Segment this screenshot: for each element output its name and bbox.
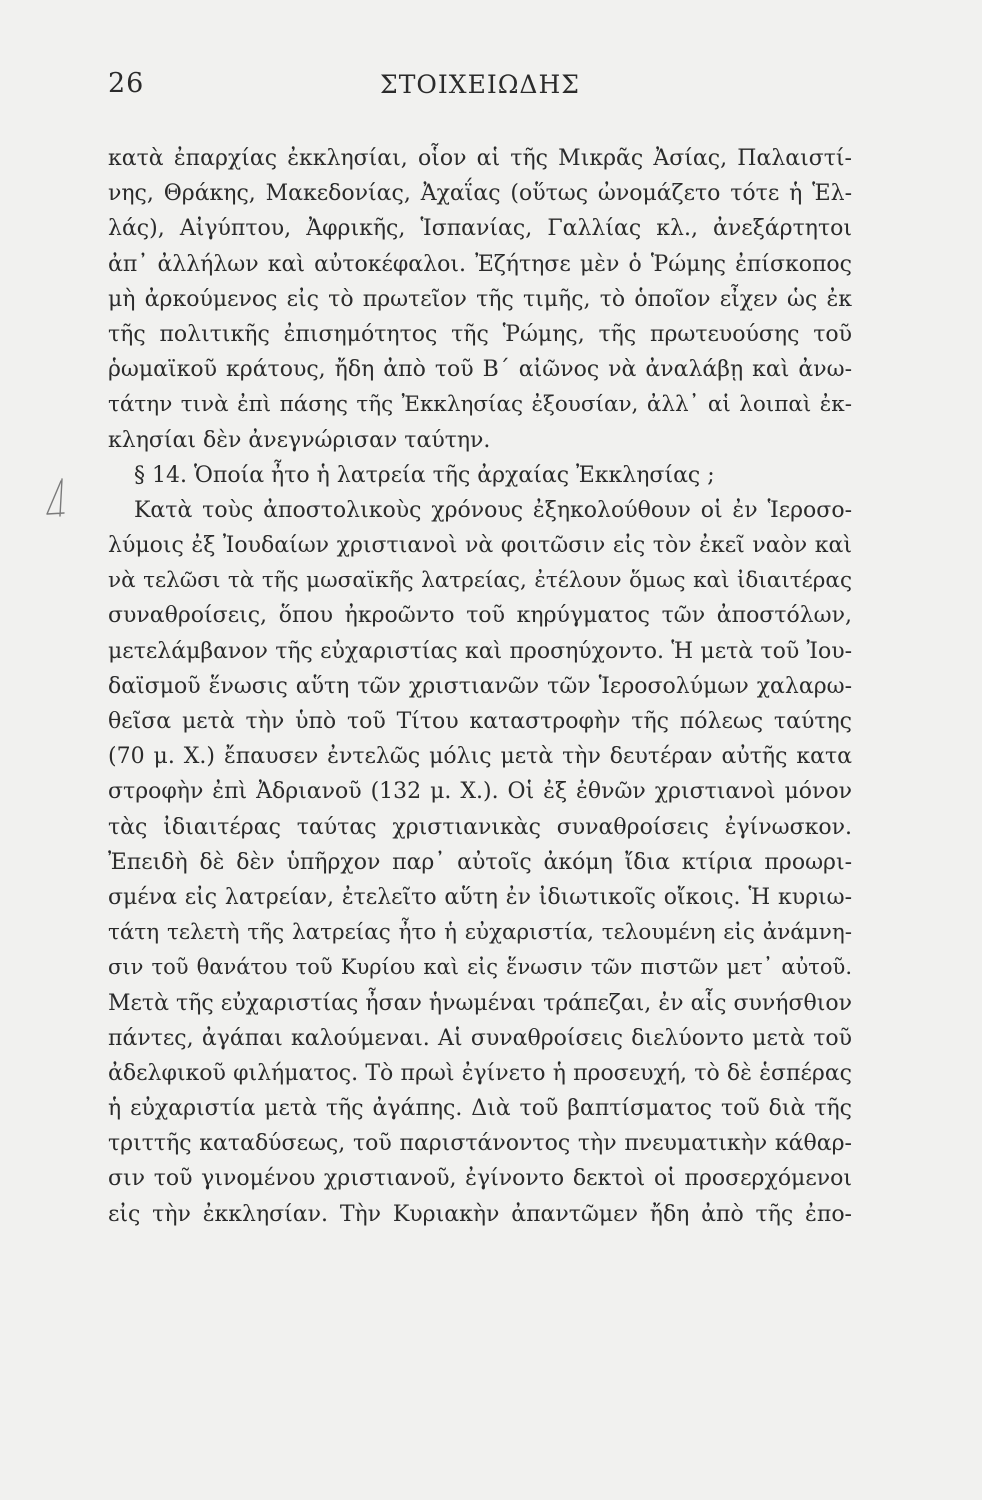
text-line: τριττῆς καταδύσεως, τοῦ παριστάνοντος τὴν πνευματικὴν κάθαρ- xyxy=(108,1131,852,1157)
text-line: κατὰ ἐπαρχίας ἐκκλησίαι, οἷον αἱ τῆς Μικρᾶς Ἀσίας, Παλαιστί- xyxy=(108,146,852,171)
text-line: λάς), Αἰγύπτου, Ἀφρικῆς, Ἱσπανίας, Γαλλίας κλ., ἀνεξάρτητοι xyxy=(108,216,852,242)
text-line: νὰ τελῶσι τὰ τῆς μωσαϊκῆς λατρείας, ἐτέλουν ὅμως καὶ ἰδιαιτέρας xyxy=(108,568,852,594)
text-line: μετελάμβανον τῆς εὐχαριστίας καὶ προσηύχοντο. Ἡ μετὰ τοῦ Ἰου- xyxy=(108,638,852,664)
section-heading: § 14. Ὁποία ἦτο ἡ λατρεία τῆς ἀρχαίας Ἐκκλησίας ; xyxy=(134,462,715,488)
text-line: ἀπ᾽ ἀλλήλων καὶ αὐτοκέφαλοι. Ἐζήτησε μὲν ὁ Ῥώμης ἐπίσκοπος xyxy=(108,251,852,277)
text-line: εἰς τὴν ἐκκλησίαν. Τὴν Κυριακὴν ἀπαντῶμεν ἤδη ἀπὸ τῆς ἐπο- xyxy=(108,1201,852,1227)
text-line: ῥωμαϊκοῦ κράτους, ἤδη ἀπὸ τοῦ Β΄ αἰῶνος νὰ ἀναλάβῃ καὶ ἀνω- xyxy=(108,357,852,383)
text-line: Μετὰ τῆς εὐχαριστίας ἦσαν ἡνωμέναι τράπεζαι, ἐν αἷς συνήσθιον xyxy=(108,990,852,1016)
text-line: θεῖσα μετὰ τὴν ὑπὸ τοῦ Τίτου καταστροφὴν τῆς πόλεως ταύτης xyxy=(108,709,852,734)
text-line: πάντες, ἀγάπαι καλούμεναι. Αἱ συναθροίσεις διελύοντο μετὰ τοῦ xyxy=(108,1025,852,1051)
text-line: μὴ ἀρκούμενος εἰς τὸ πρωτεῖον τῆς τιμῆς, τὸ ὁποῖον εἶχεν ὡς ἐκ xyxy=(108,286,852,312)
text-line: (70 μ. Χ.) ἔπαυσεν ἐντελῶς μόλις μετὰ τὴν δευτέραν αὐτῆς κατα xyxy=(108,744,852,770)
text-line: συναθροίσεις, ὅπου ἠκροῶντο τοῦ κηρύγματος τῶν ἀποστόλων, xyxy=(108,603,852,629)
text-line: Κατὰ τοὺς ἀποστολικοὺς χρόνους ἐξηκολούθουν οἱ ἐν Ἱεροσο- xyxy=(134,497,852,523)
text-line: ἀδελφικοῦ φιλήματος. Τὸ πρωὶ ἐγίνετο ἡ προσευχή, τὸ δὲ ἑσπέρας xyxy=(108,1060,852,1086)
page-number: 26 xyxy=(108,68,145,99)
text-line: δαϊσμοῦ ἕνωσις αὕτη τῶν χριστιανῶν τῶν Ἱεροσολύμων χαλαρω- xyxy=(108,673,852,699)
body-text xyxy=(108,141,852,1232)
text-line: τὰς ἰδιαιτέρας ταύτας χριστιανικὰς συναθροίσεις ἐγίνωσκον. xyxy=(108,814,852,840)
text-line: σμένα εἰς λατρείαν, ἐτελεῖτο αὕτη ἐν ἰδιωτικοῖς οἴκοις. Ἡ κυριω- xyxy=(108,884,852,910)
text-line: ἡ εὐχαριστία μετὰ τῆς ἀγάπης. Διὰ τοῦ βαπτίσματος τοῦ διὰ τῆς xyxy=(108,1096,852,1122)
text-line: τάτη τελετὴ τῆς λατρείας ἦτο ἡ εὐχαριστία, τελουμένη εἰς ἀνάμνη- xyxy=(108,920,852,946)
text-line: στροφὴν ἐπὶ Ἀδριανοῦ (132 μ. Χ.). Οἱ ἐξ ἐθνῶν χριστιανοὶ μόνον xyxy=(108,779,852,805)
text-line: κλησίαι δὲν ἀνεγνώρισαν ταύτην. xyxy=(108,427,491,453)
text-line: Ἐπειδὴ δὲ δὲν ὑπῆρχον παρ᾽ αὐτοῖς ἀκόμη ἴδια κτίρια προωρι- xyxy=(108,849,852,875)
text-line: σιν τοῦ γινομένου χριστιανοῦ, ἐγίνοντο δεκτοὶ οἱ προσερχόμενοι xyxy=(108,1166,852,1192)
page-header xyxy=(108,68,852,108)
text-line: τῆς πολιτικῆς ἐπισημότητος τῆς Ῥώμης, τῆς πρωτευούσης τοῦ xyxy=(108,321,852,347)
text-line: λύμοις ἐξ Ἰουδαίων χριστιανοὶ νὰ φοιτῶσιν εἰς τὸν ἐκεῖ ναὸν καὶ xyxy=(108,533,852,559)
handwritten-delta-mark xyxy=(44,476,72,520)
text-line: νης, Θράκης, Μακεδονίας, Ἀχαΐας (οὕτως ὠνομάζετο τότε ἡ Ἑλ- xyxy=(108,181,852,207)
text-line: τάτην τινὰ ἐπὶ πάσης τῆς Ἐκκλησίας ἐξουσίαν, ἀλλ᾽ αἱ λοιπαὶ ἐκ- xyxy=(108,392,852,418)
text-line: σιν τοῦ θανάτου τοῦ Κυρίου καὶ εἰς ἕνωσιν τῶν πιστῶν μετ᾽ αὐτοῦ. xyxy=(108,955,852,980)
running-title: ΣΤΟΙΧΕΙΩΔΗΣ xyxy=(380,70,580,99)
